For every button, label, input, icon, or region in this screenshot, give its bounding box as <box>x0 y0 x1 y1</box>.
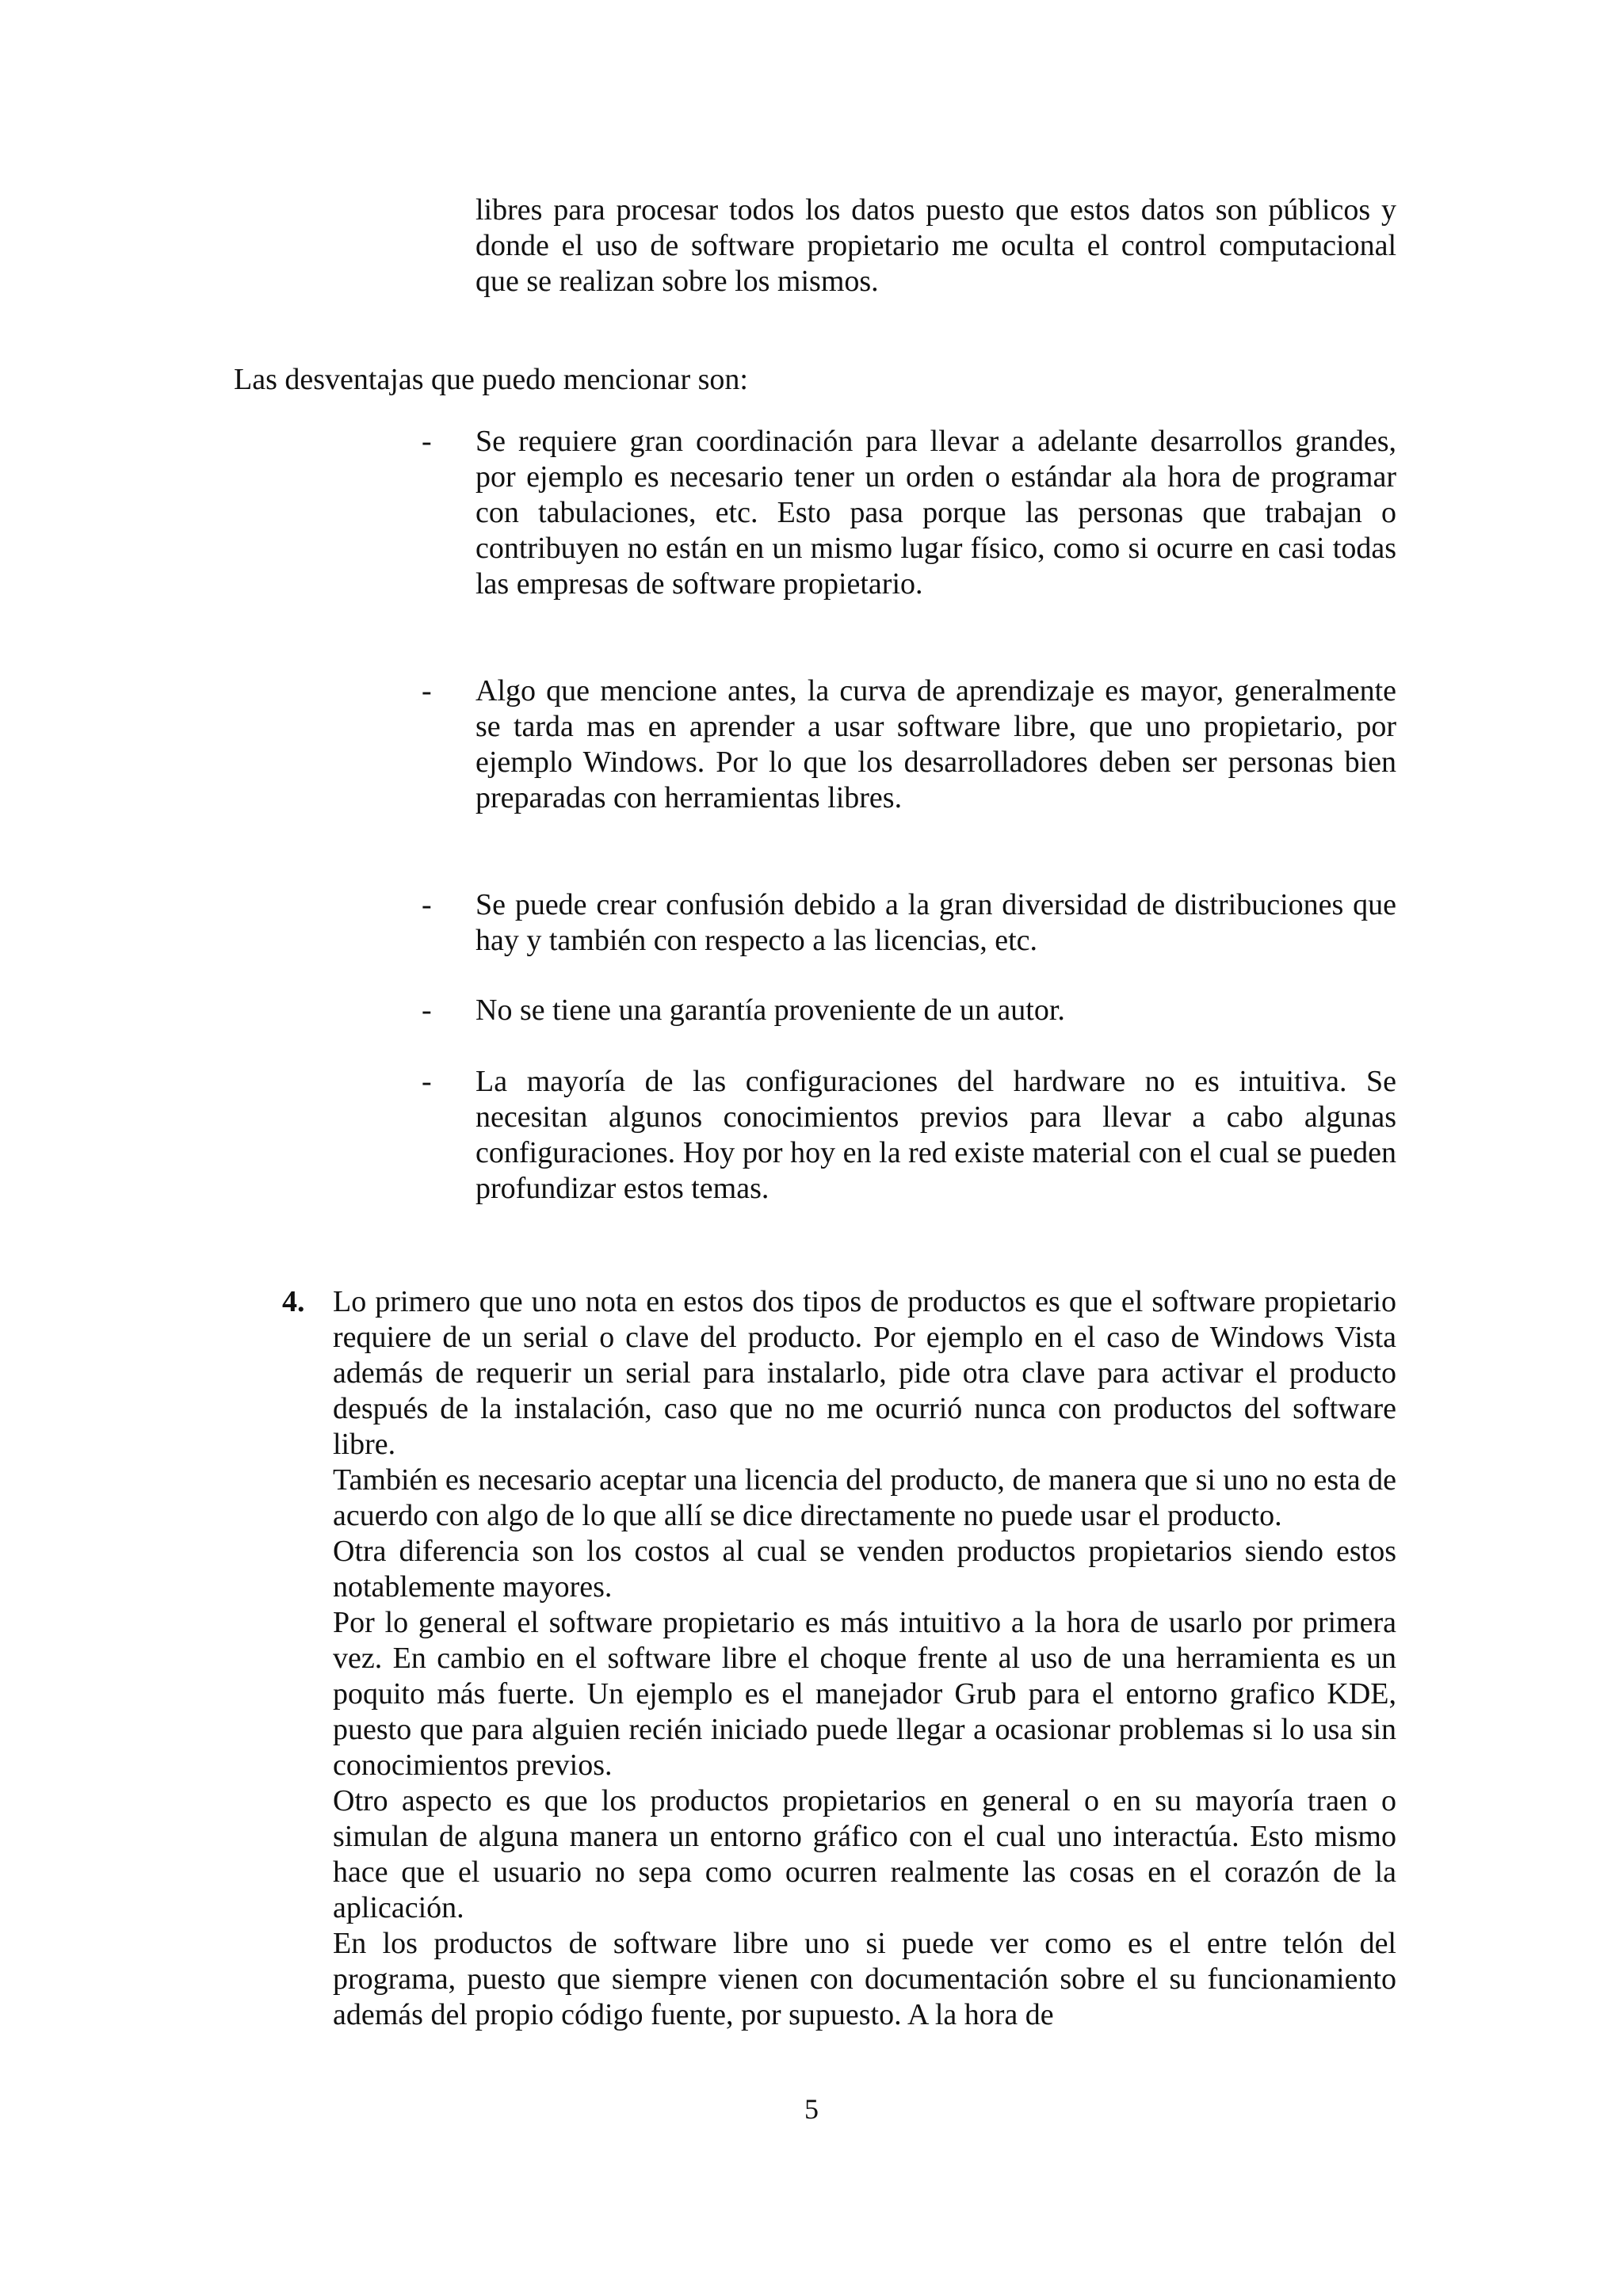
item-paragraph: Otra diferencia son los costos al cual se venden productos propietarios siendo estos notablemente mayores. <box>333 1535 1396 1604</box>
bullet-dash: - <box>422 888 432 921</box>
bullet-item <box>422 993 1396 1028</box>
bullet-text: Se requiere gran coordinación para llevar a adelante desarrollos grandes, por ejemplo es necesario tener un orden o estándar ala hora de programar con tabulaciones, etc. Esto pasa porque las personas que trabajan o contribuyen no están en un mismo lugar físico, como si ocurre en casi todas las empresas de software propietario. <box>475 425 1396 601</box>
item-paragraph: Lo primero que uno nota en estos dos tipos de productos es que el software propietario requiere de un serial o clave del producto. Por ejemplo en el caso de Windows Vista además de requerir un serial para instalarlo, pide otra clave para activar el producto después de la instalación, caso que no me ocurrió nunca con productos del software libre. <box>333 1285 1396 1461</box>
page-number: 5 <box>804 2093 819 2125</box>
item-number: 4. <box>282 1285 305 1318</box>
numbered-item-4 <box>282 1284 1396 2033</box>
bullet-text: La mayoría de las configuraciones del hardware no es intuitiva. Se necesitan algunos conocimientos previos para llevar a cabo algunas configuraciones. Hoy por hoy en la red existe material con el cual se pueden profundizar estos temas. <box>475 1065 1396 1205</box>
item-paragraph: En los productos de software libre uno si puede ver como es el entre telón del programa, puesto que siempre vienen con documentación sobre el su funcionamiento además del propio código fuente, por supuesto. A la hora de <box>333 1927 1396 2031</box>
bullet-text: No se tiene una garantía proveniente de un autor. <box>475 994 1065 1027</box>
item-paragraph: Por lo general el software propietario es más intuitivo a la hora de usarlo por primera vez. En cambio en el software libre el choque frente al uso de una herramienta es un poquito más fuerte. Un ejemplo es el manejador Grub para el entorno grafico KDE, puesto que para alguien recién iniciado puede llegar a ocasionar problemas si lo usa sin conocimientos previos. <box>333 1606 1396 1782</box>
bullet-dash: - <box>422 674 432 707</box>
bullet-text: Se puede crear confusión debido a la gran diversidad de distribuciones que hay y también con respecto a las licencias, etc. <box>475 888 1396 957</box>
bullet-item <box>422 424 1396 602</box>
item-paragraph: Otro aspecto es que los productos propietarios en general o en su mayoría traen o simulan de alguna manera un entorno gráfico con el cual uno interactúa. Esto mismo hace que el usuario no sepa como ocurren realmente las cosas en el corazón de la aplicación. <box>333 1784 1396 1924</box>
item-paragraph: También es necesario aceptar una licencia del producto, de manera que si uno no esta de acuerdo con algo de lo que allí se dice directamente no puede usar el producto. <box>333 1463 1396 1532</box>
bullet-item <box>422 1064 1396 1207</box>
continuation-paragraph: libres para procesar todos los datos puesto que estos datos son públicos y donde el uso de software propietario me oculta el control computacional que se realizan sobre los mismos. <box>475 193 1396 298</box>
bullet-item <box>422 673 1396 816</box>
bullet-dash: - <box>422 994 432 1027</box>
bullet-dash: - <box>422 425 432 458</box>
disadvantages-intro: Las desventajas que puedo mencionar son: <box>234 363 748 396</box>
bullet-dash: - <box>422 1065 432 1098</box>
item-body <box>333 1284 1396 2033</box>
bullet-text: Algo que mencione antes, la curva de aprendizaje es mayor, generalmente se tarda mas en aprender a usar software libre, que uno propietario, por ejemplo Windows. Por lo que los desarrolladores deben ser personas bien preparadas con herramientas libres. <box>475 674 1396 814</box>
bullet-item <box>422 887 1396 959</box>
